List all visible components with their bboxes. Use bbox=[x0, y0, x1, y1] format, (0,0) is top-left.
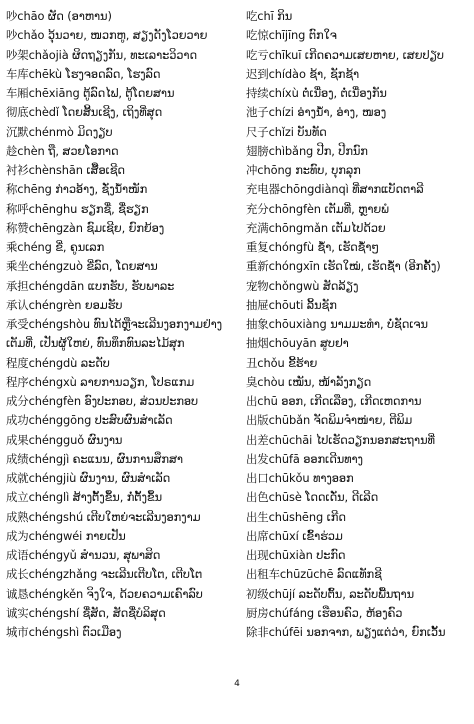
dictionary-entry: 厨房chúfáng ເຮືອນຄົວ, ຫ້ອງຄົວ bbox=[246, 605, 403, 620]
dictionary-entry: 成熟chéngshú ເຕີບໃຫຍ່ຈະເລີນງອກງາມ bbox=[6, 509, 201, 524]
dictionary-entry: 迟到chídào ຊ້າ, ຊັກຊ້າ bbox=[246, 66, 360, 81]
dictionary-entry: 程序chéngxù ລາຍການວຽກ, ໂປຣແກມ bbox=[6, 374, 195, 389]
dictionary-entry: 车厢chēxiāng ຕູ້ລົດໄຟ, ຕູ້ໂດຍສານ bbox=[6, 86, 175, 100]
dictionary-entry: ເຕັມທີ່, ເປັນຜູ້ໃຫຍ່, ທົນທຶກທົນລະໄມ້ສຸກ bbox=[6, 336, 185, 351]
dictionary-entry: 充分chōngfèn ເຕັມທີ່, ຫຼາຍພໍ bbox=[246, 201, 389, 216]
dictionary-entry: 成为chéngwéi ກາຍເປັນ bbox=[6, 528, 126, 543]
dictionary-entry: 抽烟chōuyān ສູບຢາ bbox=[246, 336, 349, 351]
dictionary-entry: 充满chōngmǎn ເຕັມໄປດ້ວຍ bbox=[246, 220, 386, 235]
dictionary-entry: 出现chūxiàn ປະກົດ bbox=[246, 548, 346, 562]
dictionary-entry: 初级chūjí ລະດັບຕົ້ນ, ລະດັບພື້ນຖານ bbox=[246, 586, 414, 601]
dictionary-entry: 丑chǒu ຂີ້ຮ້າຍ bbox=[246, 355, 318, 370]
dictionary-entry: 称赞chēngzàn ຊົມເຊີຍ, ຍົກຍ້ອງ bbox=[6, 220, 165, 235]
dictionary-entry: 宠物chǒngwù ສັດລ້ຽງ bbox=[246, 278, 359, 293]
dictionary-entry: 成长chéngzhǎng ຈະເລີນເຕີບໂຕ, ເຕີບໂຕ bbox=[6, 567, 203, 582]
dictionary-entry: 诚恳chéngkěn ຈິງໃຈ, ດ້ວຍຄວາມເຄົາລົບ bbox=[6, 586, 203, 601]
dictionary-entry: 城市chéngshì ຕົວເມືອງ bbox=[6, 625, 122, 639]
dictionary-entry: 抽象chōuxiàng ນາມມະທໍາ, ບໍ່ຊັດເຈນ bbox=[246, 317, 428, 331]
dictionary-entry: 出差chūchāi ໄປເຮັດວຽກນອກສະຖານທີ່ bbox=[246, 432, 435, 447]
dictionary-entry: 吃惊chījīng ຕົກໃຈ bbox=[246, 28, 337, 43]
dictionary-entry: 诚实chéngshí ຊື່ສັດ, ສັດຊື່ບໍລິສຸດ bbox=[6, 605, 166, 620]
dictionary-entry: 池子chízi ອ່າງນໍ້າ, ອ່າງ, ໜອງ bbox=[246, 105, 387, 120]
dictionary-entry: 出席chūxí ເຂົ້າຮ່ວມ bbox=[246, 528, 343, 543]
dictionary-entry: 沉默chénmò ມິດງຽບ bbox=[6, 124, 113, 139]
dictionary-entry: 重复chóngfù ຊໍ້າ, ເຮັດຊໍ້າໆ bbox=[246, 240, 379, 254]
dictionary-entry: 称呼chēnghu ຮຽກຊື່, ຊື່ຮຽກ bbox=[6, 201, 149, 216]
dictionary-entry: 臭chòu ເໝັນ, ໜ້າລັງກຽດ bbox=[246, 374, 372, 389]
dictionary-entry: 出口chūkǒu ທາງອອກ bbox=[246, 471, 354, 485]
dictionary-entry: 趁chèn ຖື, ສວຍໂອກາດ bbox=[6, 143, 119, 158]
dictionary-entry: 出色chūsè ໂດດເດັ່ນ, ດີເລີດ bbox=[246, 490, 379, 505]
dictionary-entry: 成分chéngfèn ອົງປະກອບ, ສ່ວນປະກອບ bbox=[6, 394, 199, 408]
dictionary-entry: 出发chūfā ອອກເດີນທາງ bbox=[246, 451, 363, 466]
dictionary-entry: 称chēng ກ່າວອ້າງ, ຊັ່ງນໍ້າໜັກ bbox=[6, 182, 148, 197]
dictionary-entry: 承担chéngdān ແບກຮັບ, ຮັບພາລະ bbox=[6, 278, 175, 293]
dictionary-entry: 吵架chǎojià ຜິດຖຽງກັນ, ທະເລາະວິວາດ bbox=[6, 47, 197, 62]
dictionary-entry: 成绩chéngjì ຄະແນນ, ຜົນການສຶກສາ bbox=[6, 451, 183, 466]
left-column bbox=[6, 7, 238, 642]
dictionary-entry: 出生chūshēng ເກີດ bbox=[246, 509, 346, 524]
dictionary-entry: 承认chéngrèn ຍອມຮັບ bbox=[6, 297, 123, 312]
dictionary-entry: 冲chōng ກະທົບ, ບຸກລຸກ bbox=[246, 163, 361, 177]
dictionary-entry: 抽屉chōuti ລິ້ນຊັກ bbox=[246, 297, 337, 312]
dictionary-entry: 成语chéngyǔ ສໍານວນ, ສຸພາສິດ bbox=[6, 548, 161, 562]
dictionary-entry: 车库chēkù ໂຮງຈອດລົດ, ໂຮງລົດ bbox=[6, 66, 161, 81]
dictionary-entry: 除非chúfēi ນອກຈາກ, ພຽງແຕ່ວ່າ, ຍົກເວັ້ນ bbox=[246, 625, 446, 639]
dictionary-entry: 翅膀chìbǎng ປີກ, ປີກນົກ bbox=[246, 143, 368, 158]
dictionary-entry: 乘坐chéngzuò ຂີ່ລົດ, ໂດຍສານ bbox=[6, 259, 158, 274]
dictionary-entry: 承受chéngshòu ທົນໄດ້ຫຼືຈະເລີນງອກງາມຢ່າງ bbox=[6, 317, 223, 331]
dictionary-entry: 持续chíxù ຕໍ່ເນື່ອງ, ຕໍ່ເນື່ອງກັນ bbox=[246, 86, 387, 100]
dictionary-entry: 程度chéngdù ລະດັບ bbox=[6, 355, 110, 370]
right-column bbox=[246, 7, 472, 642]
dictionary-entry: 成就chéngjiù ຜົນງານ, ຜົນສໍາເລັດ bbox=[6, 471, 171, 485]
dictionary-entry: 尺子chǐzi ບັນທັດ bbox=[246, 124, 327, 139]
dictionary-entry: 吃chī ກິນ bbox=[246, 9, 293, 23]
dictionary-entry: 成立chénglì ສ້າງຕັ້ງຂຶ້ນ, ກໍ່ຕັ້ງຂຶ້ນ bbox=[6, 490, 162, 505]
dictionary-entry: 衬衫chènshān ເສື້ອເຊີດ bbox=[6, 163, 125, 177]
dictionary-entry: 吵chǎo ວຸ້ນວາຍ, ໜວກຫູ, ສຽງດັງໂວຍວາຍ bbox=[6, 28, 208, 43]
dictionary-entry: 成果chéngguǒ ຜົນງານ bbox=[6, 432, 123, 447]
dictionary-entry: 出chū ອອກ, ເກີດເລືອງ, ເກີດເຫດການ bbox=[246, 394, 422, 408]
dictionary-entry: 成功chénggōng ປະສົບຜົນສໍາເລັດ bbox=[6, 413, 173, 428]
dictionary-entry: 吃亏chīkuī ເກີດຄວາມເສຍຫາຍ, ເສຍປຽບ bbox=[246, 47, 444, 62]
dictionary-entry: 重新chóngxīn ເຮັດໃໝ່, ເຮັດຊໍ້າ (ອີກຄັ້ງ) bbox=[246, 259, 441, 274]
dictionary-entry: 吵chāo ຜັດ (ອາຫານ) bbox=[6, 9, 112, 23]
page-number: 4 bbox=[234, 679, 240, 689]
dictionary-entry: 充电器chōngdiànqì ທີ່ສາກແບັດຕາລີ bbox=[246, 182, 424, 197]
dictionary-entry: 出版chūbǎn ຈັດພິມຈໍາໜ່າຍ, ຕີພິມ bbox=[246, 413, 413, 428]
dictionary-entry: 乘chéng ຂີ່, ຄູນເລກ bbox=[6, 240, 105, 254]
dictionary-entry: 出租车chūzūchē ລົດແທັກຊີ bbox=[246, 567, 382, 582]
dictionary-entry: 彻底chèdǐ ໂດຍສິ້ນເຊີງ, ເຖິງທີ່ສຸດ bbox=[6, 105, 163, 120]
